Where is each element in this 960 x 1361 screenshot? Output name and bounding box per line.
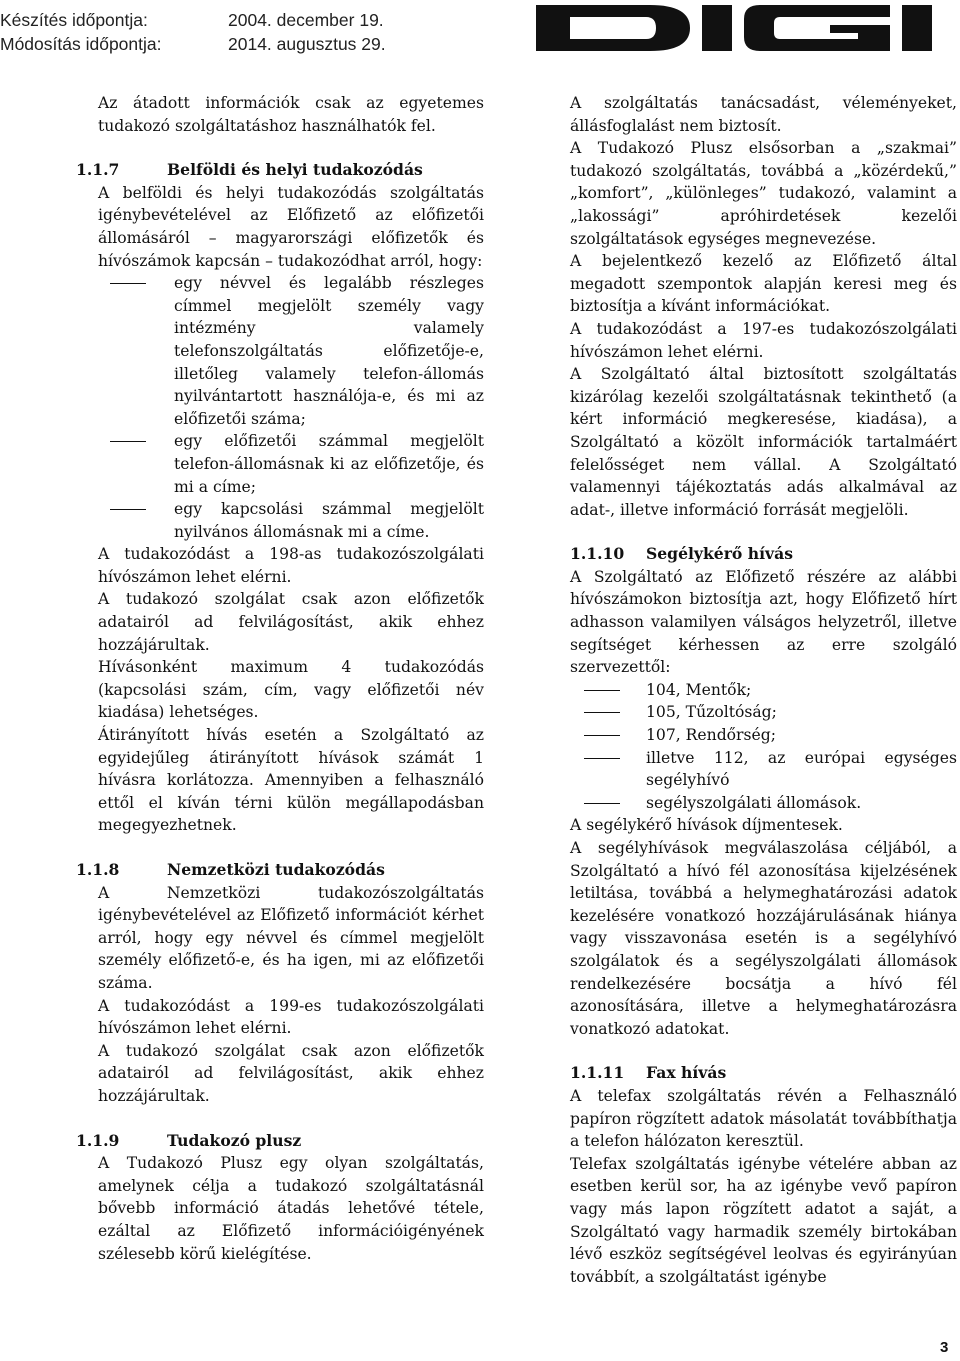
bullet-list: [98, 272, 484, 543]
list-item: segélyszolgálati állomások.: [570, 792, 957, 815]
document-header: [0, 8, 468, 56]
modified-label: Módosítás időpontja:: [0, 34, 162, 54]
digi-logo: [530, 3, 950, 53]
paragraph: A Tudakozó Plusz egy olyan szolgáltatás, amelynek célja a tudakozó szolgáltatásnál bővebb információ átadás lehetővé tétele, ezáltal az Előfizető információigényének szélesebb körű kielégítése.: [98, 1154, 484, 1263]
section-number: 1.1.11: [570, 1063, 625, 1083]
list-item: egy kapcsolási számmal megjelölt nyilvános állomásnak mi a címe.: [98, 498, 484, 543]
paragraph: A Tudakozó Plusz elsősorban a „szakmai” tudakozó szolgáltatás, továbbá a „közérdekű,” „komfort”, „különleges” tudakozó, valamint a „lakossági” apróhirdetések kezelői szolgáltatások egységes megnevezése.: [570, 139, 957, 248]
section-number: 1.1.9: [76, 1130, 120, 1150]
section-heading-1-1-10: [570, 543, 957, 566]
left-column: [76, 92, 484, 1265]
section-title: Belföldi és helyi tudakozódás: [167, 160, 423, 180]
section-heading-1-1-7: [76, 159, 484, 182]
right-column: [570, 92, 957, 1288]
intro-paragraph: Az átadott információk csak az egyetemes tudakozó szolgáltatáshoz használhatók fel.: [98, 94, 484, 135]
paragraph: Átirányított hívás esetén a Szolgáltató az egyidejűleg átirányított hívások számát 1 hívásra korlátozza. Amennyiben a felhasználó ettől el kíván térni külön megállapodásban megegyezhetnek.: [98, 726, 484, 835]
section-title: Tudakozó plusz: [167, 1130, 302, 1150]
paragraph: A Szolgáltató az Előfizető részére az alábbi hívószámokon biztosítja azt, hogy Előfizető hírt adhasson valamilyen válságos helyzetről, illetve segítséget kérhessen az erre szolgáló szervezettől:: [570, 567, 957, 677]
paragraph: A bejelentkező kezelő az Előfizető által megadott szempontok alapján keresi meg és biztosítja a kívánt információkat.: [570, 252, 957, 316]
paragraph: A tudakozódást a 198-as tudakozószolgálati hívószámon lehet elérni.: [98, 545, 484, 586]
list-item: egy előfizetői számmal megjelölt telefon-állomásnak ki az előfizetője, és mi a címe;: [98, 430, 484, 498]
list-item: illetve 112, az európai egységes segélyhívó: [570, 747, 957, 792]
paragraph: A belföldi és helyi tudakozódás szolgáltatás igénybevételével az Előfizető az előfizetői állomásáról – magyarországi előfizetők és hívószámok kapcsán – tudakozódhat arról, hogy:: [98, 183, 484, 270]
bullet-list: [570, 679, 957, 815]
list-item: egy névvel és legalább részleges címmel megjelölt személy vagy intézmény valamely telefonszolgáltatás előfizetője-e, illetőleg valamely telefon-állomás nyilvántartott használója-e, és mi az előfizetői száma;: [98, 272, 484, 430]
created-label: Készítés időpontja:: [0, 10, 148, 30]
section-title: Nemzetközi tudakozódás: [167, 860, 385, 879]
section-title: Fax hívás: [646, 1063, 727, 1083]
section-heading-1-1-9: [76, 1130, 484, 1153]
paragraph: Hívásonként maximum 4 tudakozódás (kapcsolási szám, cím, vagy előfizetői név kiadása) lehetséges.: [98, 658, 484, 722]
list-item: 105, Tűzoltóság;: [570, 701, 957, 724]
paragraph: Telefax szolgáltatás igénybe vételére abban az esetben kerül sor, ha az igénybe vevő papíron vagy más lapon rögzített adatot a saját, a Szolgáltató vagy harmadik személy birtokában lévő eszköz segítségével leolvas és egyirányúan továbbít, a szolgáltatást igénybe: [570, 1154, 957, 1286]
paragraph: A tudakozó szolgálat csak azon előfizetők adatairól ad felvilágosítást, akik ehhez hozzájárultak.: [98, 1041, 484, 1105]
paragraph: A szolgáltatás tanácsadást, véleményeket, állásfoglalást nem biztosít.: [570, 94, 957, 135]
paragraph: A tudakozódást a 197-es tudakozószolgálati hívószámon lehet elérni.: [570, 319, 957, 361]
created-date: 2004. december 19.: [228, 10, 384, 30]
section-heading-1-1-11: [570, 1062, 957, 1085]
page-number: 3: [940, 1339, 949, 1356]
section-title: Segélykérő hívás: [646, 544, 793, 564]
section-number: 1.1.7: [76, 160, 120, 180]
modified-date: 2014. augusztus 29.: [228, 34, 386, 54]
section-number: 1.1.10: [570, 544, 625, 564]
paragraph: A Nemzetközi tudakozószolgáltatás igénybevételével az Előfizető információt kérhet arról, hogy egy névvel és címmel megjelölt személy előfizető-e, és ha igen, mi az előfizetői száma.: [98, 883, 484, 992]
paragraph: A telefax szolgáltatás révén a Felhasználó papíron rögzített adatok másolatát továbbíthatja a telefon hálózaton keresztül.: [570, 1086, 957, 1151]
list-item: 107, Rendőrség;: [570, 724, 957, 747]
paragraph: A tudakozódást a 199-es tudakozószolgálati hívószámon lehet elérni.: [98, 996, 484, 1038]
paragraph: A tudakozó szolgálat csak azon előfizetők adatairól ad felvilágosítást, akik ehhez hozzájárultak.: [98, 590, 484, 654]
paragraph: A segélykérő hívások díjmentesek.: [570, 816, 843, 835]
paragraph: A segélyhívások megválaszolása céljából, a Szolgáltató a hívó fél azonosítása kijelzésének letiltása, továbbá a helymeghatározási adatok kezelésére vonatkozó hozzájárulásának hiánya vagy visszavonása esetén is a segélyhívó szolgálatok és a segélyszolgálati állomások rendelkezésére bocsátja a hívó fél azonosítására, illetve a helymeghatározásra vonatkozó adatokat.: [570, 839, 957, 1038]
paragraph: A Szolgáltató által biztosított szolgáltatás kizárólag kezelői szolgáltatásnak tekinthető (a kért információ megkeresése, kiadása), a Szolgáltató a közölt információk tartalmáért felelősséget nem vállal. A Szolgáltató valamennyi tájékoztatás adás alkalmával az adat-, illetve információ forrását megjelöli.: [570, 365, 957, 519]
list-item: 104, Mentők;: [570, 679, 957, 702]
section-number: 1.1.8: [76, 860, 120, 879]
section-heading-1-1-8: [76, 859, 484, 882]
